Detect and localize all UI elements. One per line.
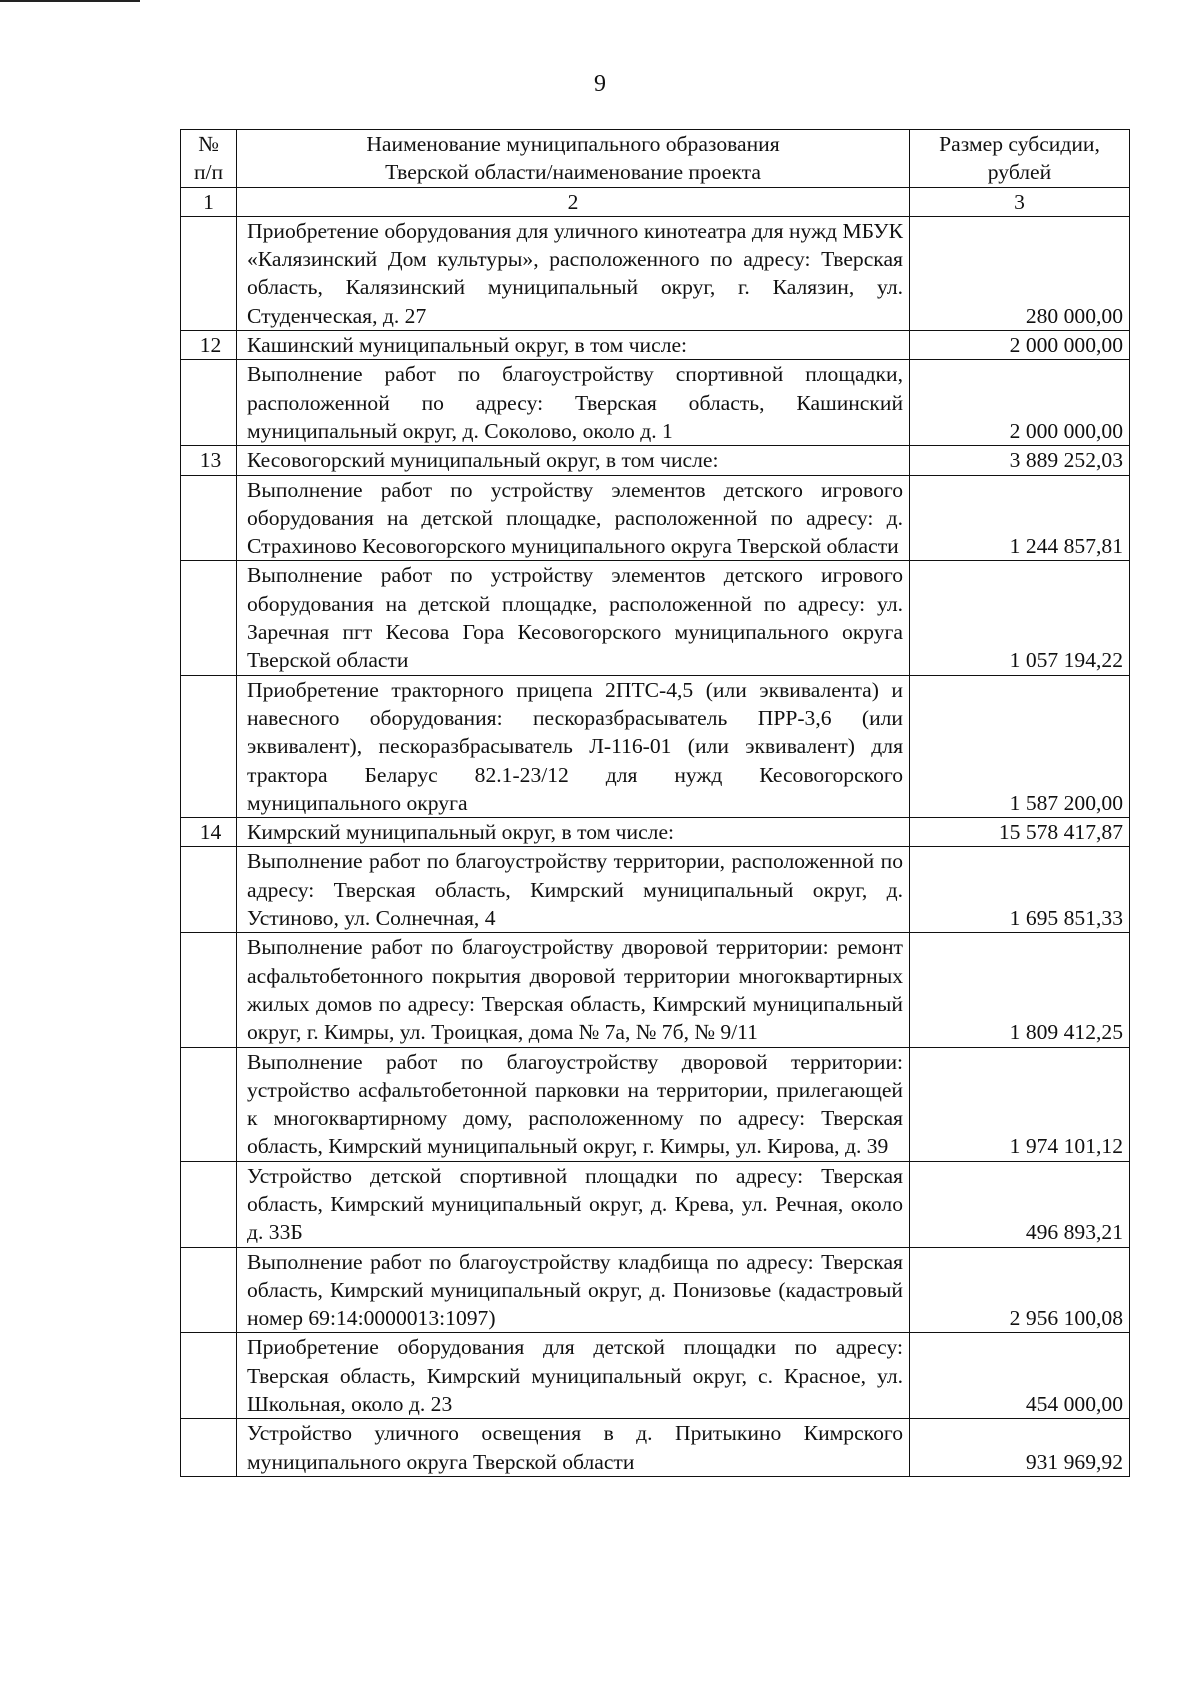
column-number-row [181, 187, 1130, 216]
row-num [181, 933, 237, 1047]
row-name: Выполнение работ по благоустройству кладбища по адресу: Тверская область, Кимрский муниципальный округ, д. Понизовье (кадастровый номер 69:14:0000013:1097) [237, 1247, 910, 1333]
row-num [181, 1161, 237, 1247]
header-num-line1: № [198, 132, 219, 156]
row-num: 12 [181, 331, 237, 360]
scan-edge-mark [0, 0, 140, 2]
table-row-municipality [181, 331, 1130, 360]
row-num [181, 847, 237, 933]
header-name-line2: Тверской области/наименование проекта [385, 160, 761, 185]
row-name: Кашинский муниципальный округ, в том числе: [237, 331, 910, 360]
row-amount: 2 956 100,08 [910, 1247, 1130, 1333]
row-amount: 1 244 857,81 [910, 475, 1130, 561]
header-name-line1: Наименование муниципального образования [366, 132, 780, 156]
column-number-3: 3 [910, 187, 1130, 216]
table-header-row [181, 130, 1130, 188]
header-amount-line2: рублей [987, 160, 1052, 185]
header-num-line2: п/п [193, 160, 224, 185]
row-num [181, 360, 237, 446]
header-amount [910, 130, 1130, 188]
row-name: Выполнение работ по благоустройству дворовой территории: ремонт асфальтобетонного покрытия дворовой территории многоквартирных жилых домов по адресу: Тверская область, Кимрский муниципальный округ, г. Кимры, ул. Троицкая, дома № 7а, № 7б, № 9/11 [237, 933, 910, 1047]
row-name: Выполнение работ по благоустройству территории, расположенной по адресу: Тверская область, Кимрский муниципальный округ, д. Устиново, ул. Солнечная, 4 [237, 847, 910, 933]
row-amount: 1 974 101,12 [910, 1047, 1130, 1161]
table-row [181, 1333, 1130, 1419]
row-name: Приобретение тракторного прицепа 2ПТС-4,5 (или эквивалента) и навесного оборудования: пескоразбрасыватель ПРР-3,6 (или эквивалент), пескоразбрасыватель Л-116-01 (или эквивалент) для трактора Беларус 82.1-23/12 для нужд Кесовогорского муниципального округа [237, 675, 910, 817]
row-name: Устройство детской спортивной площадки по адресу: Тверская область, Кимрский муниципальный округ, д. Крева, ул. Речная, около д. 33Б [237, 1161, 910, 1247]
table-row [181, 360, 1130, 446]
row-name: Приобретение оборудования для детской площадки по адресу: Тверская область, Кимрский муниципальный округ, с. Красное, ул. Школьная, около д. 23 [237, 1333, 910, 1419]
row-name: Выполнение работ по благоустройству спортивной площадки, расположенной по адресу: Тверская область, Кашинский муниципальный округ, д. Соколово, около д. 1 [237, 360, 910, 446]
row-name: Выполнение работ по устройству элементов детского игрового оборудования на детской площадке, расположенной по адресу: д. Страхиново Кесовогорского муниципального округа Тверской области [237, 475, 910, 561]
table-row [181, 216, 1130, 330]
row-num [181, 561, 237, 675]
table-row-municipality [181, 446, 1130, 475]
row-num [181, 1247, 237, 1333]
table-row [181, 475, 1130, 561]
row-amount: 454 000,00 [910, 1333, 1130, 1419]
table-row [181, 933, 1130, 1047]
table-row-municipality [181, 818, 1130, 847]
row-num: 14 [181, 818, 237, 847]
row-name: Кимрский муниципальный округ, в том числе: [237, 818, 910, 847]
row-amount: 3 889 252,03 [910, 446, 1130, 475]
row-amount: 2 000 000,00 [910, 360, 1130, 446]
row-name: Кесовогорский муниципальный округ, в том числе: [237, 446, 910, 475]
row-amount: 1 695 851,33 [910, 847, 1130, 933]
row-name: Приобретение оборудования для уличного кинотеатра для нужд МБУК «Калязинский Дом культуры», расположенного по адресу: Тверская область, Калязинский муниципальный округ, г. Калязин, ул. Студенческая, д. 27 [237, 216, 910, 330]
row-num [181, 1419, 237, 1477]
row-num [181, 1333, 237, 1419]
row-amount: 1 587 200,00 [910, 675, 1130, 817]
table-row [181, 561, 1130, 675]
row-name: Устройство уличного освещения в д. Притыкино Кимрского муниципального округа Тверской области [237, 1419, 910, 1477]
row-amount: 2 000 000,00 [910, 331, 1130, 360]
row-amount: 1 057 194,22 [910, 561, 1130, 675]
row-amount: 280 000,00 [910, 216, 1130, 330]
row-amount: 15 578 417,87 [910, 818, 1130, 847]
row-amount: 496 893,21 [910, 1161, 1130, 1247]
row-num: 13 [181, 446, 237, 475]
table-row [181, 1247, 1130, 1333]
subsidy-table [180, 129, 1130, 1477]
header-num [181, 130, 237, 188]
column-number-2: 2 [237, 187, 910, 216]
row-num [181, 675, 237, 817]
column-number-1: 1 [181, 187, 237, 216]
row-name: Выполнение работ по благоустройству дворовой территории: устройство асфальтобетонной парковки на территории, прилегающей к многоквартирному дому, расположенному по адресу: Тверская область, Кимрский муниципальный округ, г. Кимры, ул. Кирова, д. 39 [237, 1047, 910, 1161]
header-name [237, 130, 910, 188]
row-num [181, 475, 237, 561]
row-num [181, 1047, 237, 1161]
table-row [181, 847, 1130, 933]
header-amount-line1: Размер субсидии, [939, 132, 1100, 156]
table-row [181, 1419, 1130, 1477]
row-amount: 1 809 412,25 [910, 933, 1130, 1047]
table-row [181, 675, 1130, 817]
row-num [181, 216, 237, 330]
page-number: 9 [594, 71, 606, 97]
table-row [181, 1161, 1130, 1247]
row-name: Выполнение работ по устройству элементов детского игрового оборудования на детской площадке, расположенной по адресу: ул. Заречная пгт Кесова Гора Кесовогорского муниципального округа Тверской области [237, 561, 910, 675]
table-row [181, 1047, 1130, 1161]
row-amount: 931 969,92 [910, 1419, 1130, 1477]
